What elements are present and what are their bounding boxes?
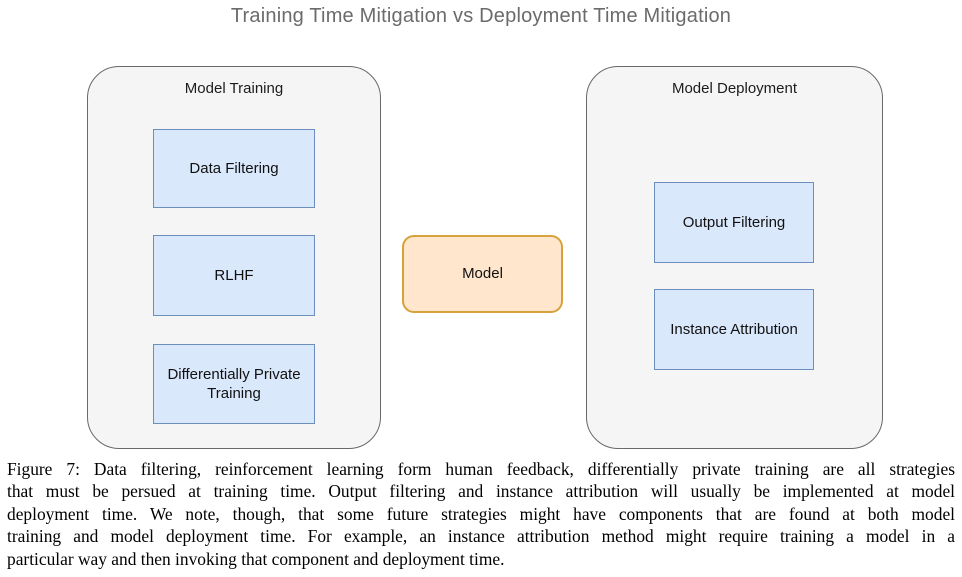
caption-line: that must be persued at training time. Output filtering and instance attribution will usually be implemented at model bbox=[7, 481, 955, 502]
rlhf-box bbox=[153, 235, 315, 316]
figure-title: Training Time Mitigation vs Deployment Time Mitigation bbox=[230, 5, 732, 27]
data-filtering-label: Data Filtering bbox=[189, 159, 279, 177]
differentially-private-training-label: Differentially Private Training bbox=[167, 365, 301, 402]
model-label: Model bbox=[462, 265, 503, 283]
instance-attribution-box bbox=[654, 289, 814, 370]
model-training-panel-label: Model Training bbox=[184, 80, 284, 97]
caption-line: Figure 7: Data filtering, reinforcement learning form human feedback, differentially private training are all strategies bbox=[7, 459, 955, 479]
model-box bbox=[402, 235, 563, 313]
model-training-panel bbox=[87, 66, 381, 449]
model-deployment-panel-label: Model Deployment bbox=[671, 80, 798, 97]
instance-attribution-label: Instance Attribution bbox=[670, 320, 798, 338]
differentially-private-training-box bbox=[153, 344, 315, 424]
output-filtering-box bbox=[654, 182, 814, 263]
caption-line: training and model deployment time. For example, an instance attribution method might require training a model in a bbox=[7, 526, 955, 547]
figure-caption bbox=[7, 458, 955, 570]
model-deployment-panel bbox=[586, 66, 883, 449]
output-filtering-label: Output Filtering bbox=[682, 213, 786, 231]
data-filtering-box bbox=[153, 129, 315, 208]
caption-line: deployment time. We note, though, that some future strategies might have components that are found at both model bbox=[7, 503, 955, 524]
rlhf-label: RLHF bbox=[214, 266, 254, 284]
caption-line: particular way and then invoking that component and deployment time. bbox=[7, 548, 505, 569]
